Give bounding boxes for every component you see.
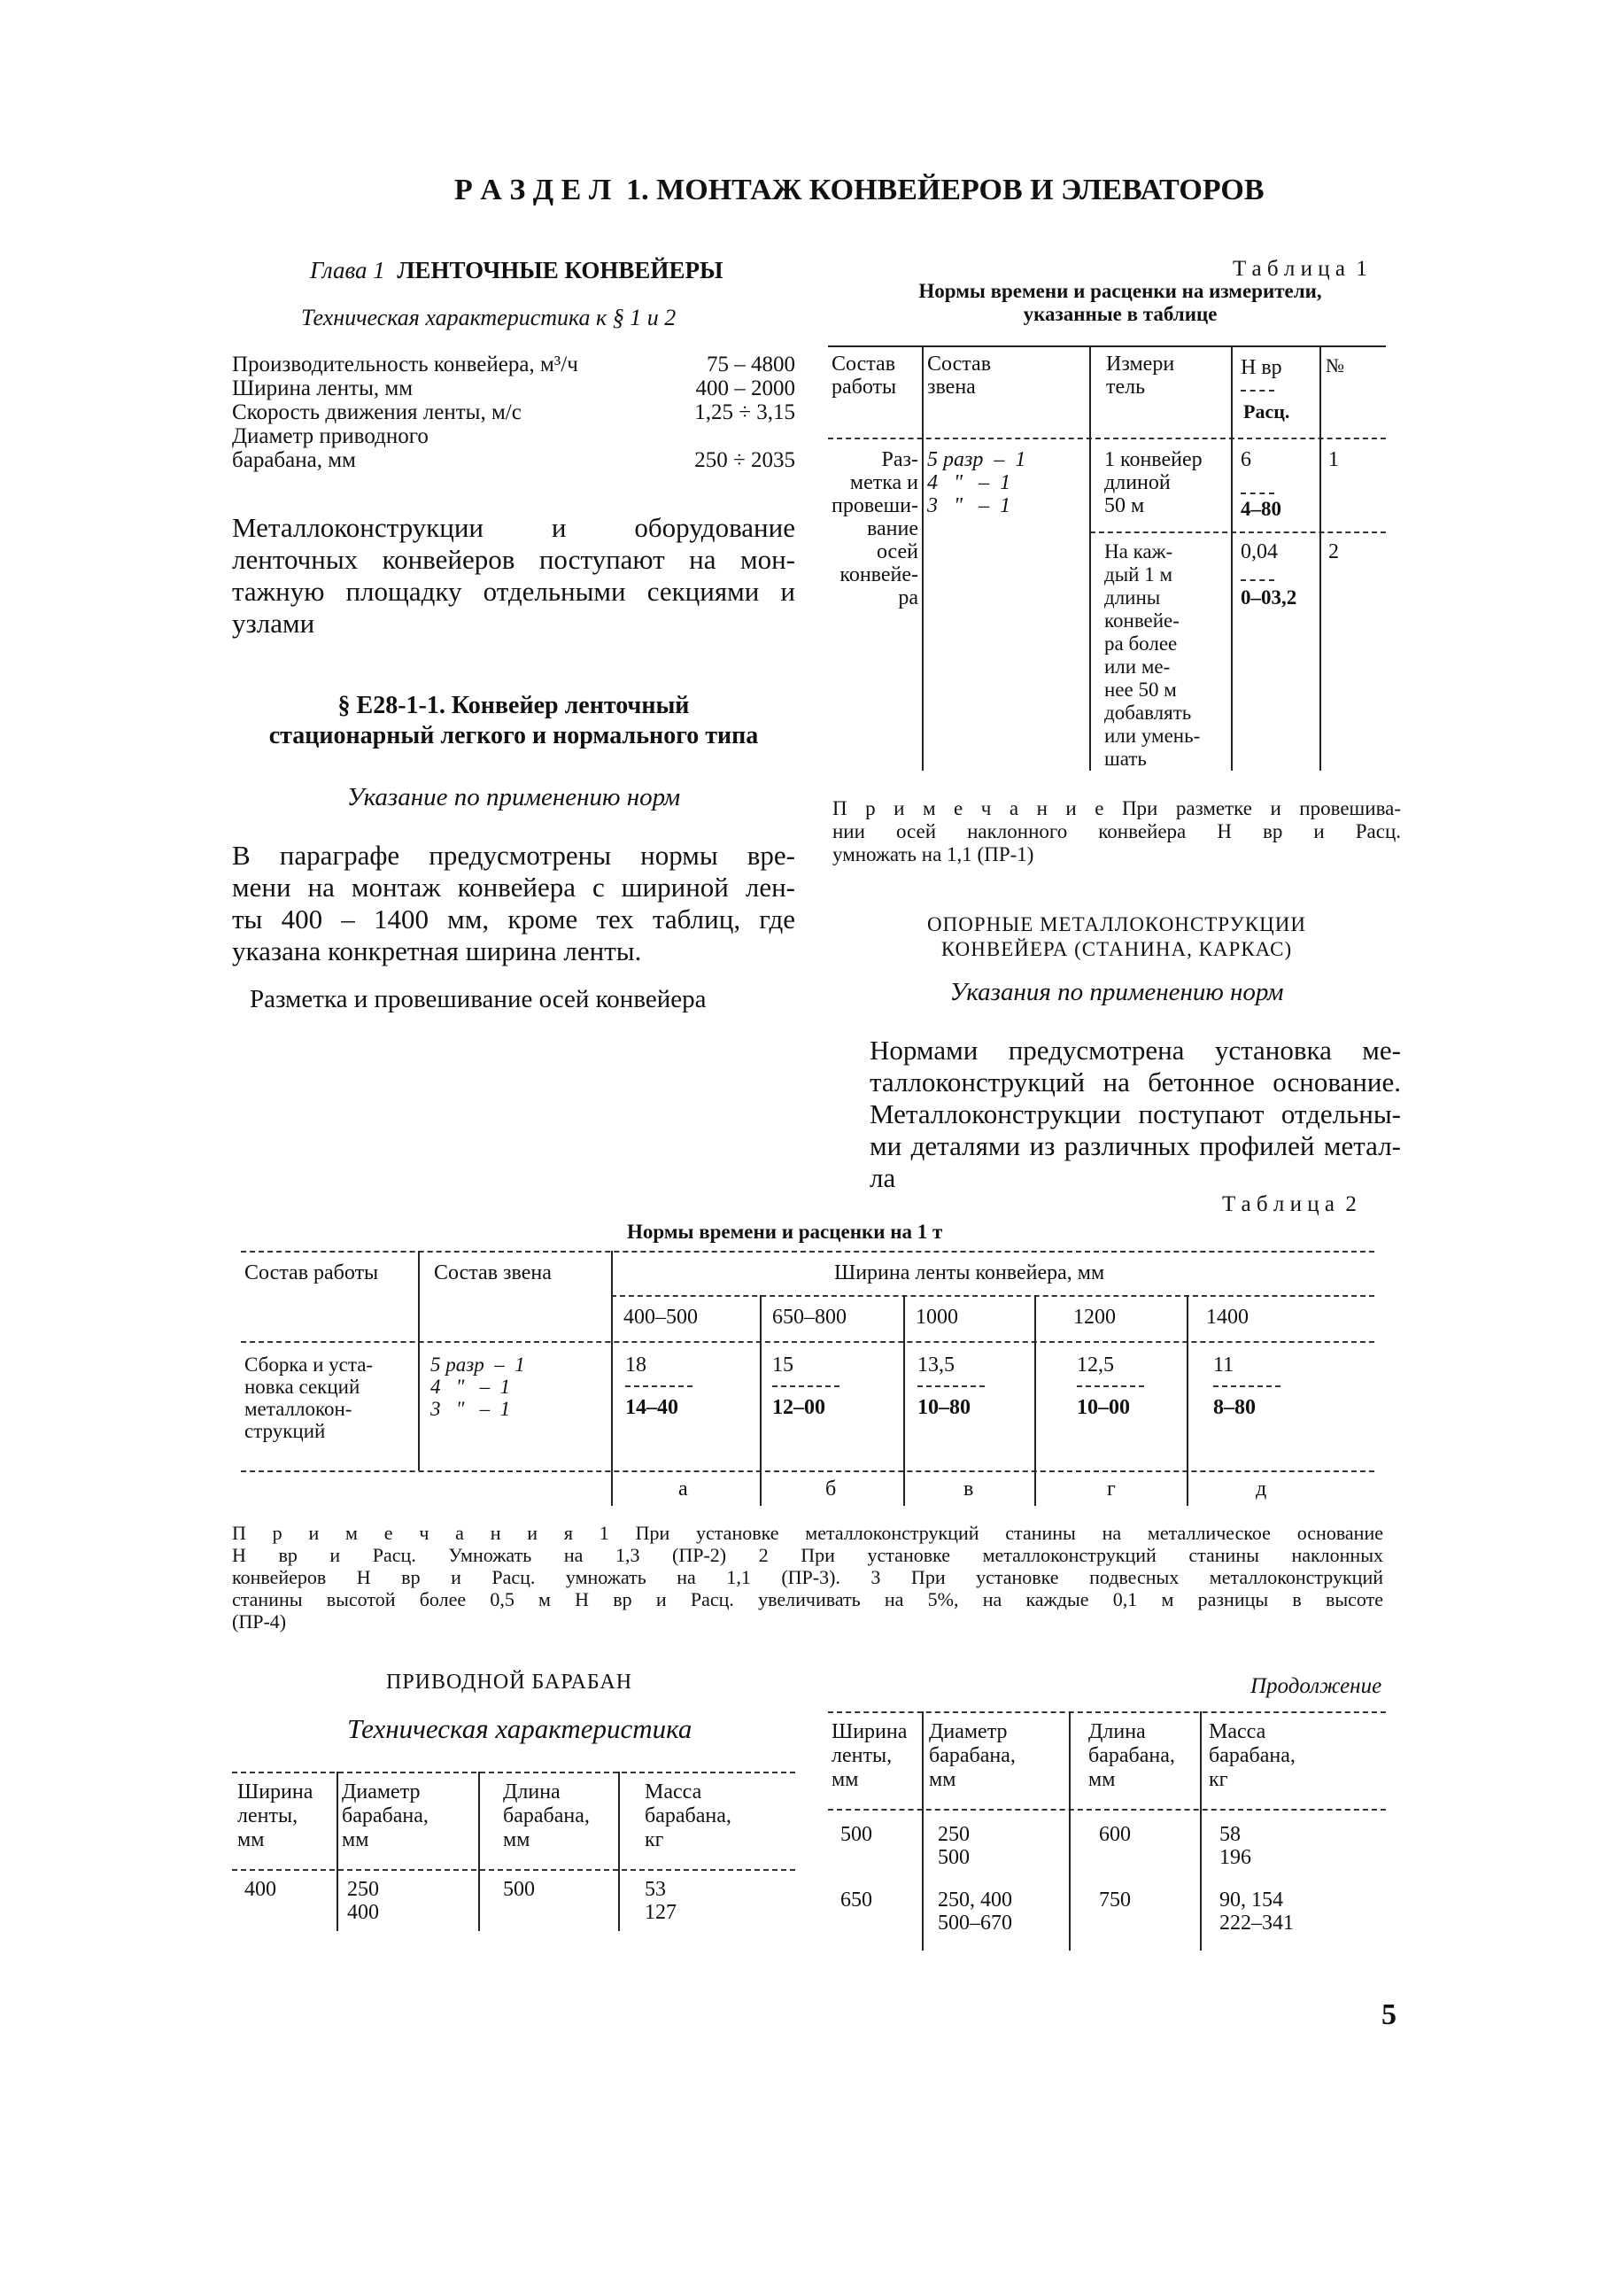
paragraph-heading: § Е28-1-1. Конвейер ленточный стационарный легкого и нормального типа: [268, 692, 759, 749]
t2-nvr-4: 11: [1213, 1354, 1234, 1377]
drum-right-head-length: Длина барабана, мм: [1088, 1720, 1175, 1791]
t2-rasc-3: 10–00: [1077, 1396, 1130, 1419]
tech-char-row: Диаметр приводного: [232, 424, 429, 448]
t1-row2-unit: На каж- дый 1 м длины конвейе- ра более или ме- нее 50 м добавлять или умень- шать: [1104, 540, 1201, 770]
section-title: Р А З Д Е Л 1. МОНТАЖ КОНВЕЙЕРОВ И ЭЛЕВАТОРОВ: [454, 174, 1265, 206]
t2-letter-4: д: [1256, 1478, 1267, 1501]
t1-row1-num: 1: [1328, 448, 1339, 471]
t1-row1-unit: 1 конвейер длиной 50 м: [1104, 448, 1203, 517]
table2-label: Т а б л и ц а 2: [1222, 1192, 1357, 1216]
drum-left-head-length: Длина барабана, мм: [503, 1780, 590, 1851]
t2-width-2: 1000: [916, 1306, 958, 1329]
t1-work: Раз- метка и провеши- вание осей конвейе- ра: [831, 448, 918, 609]
drum-right-head-mass: Масса барабана, кг: [1209, 1720, 1296, 1791]
page-number: 5: [1381, 1998, 1396, 2031]
drum-table-left: [232, 1772, 795, 1931]
t1-row2-nvr: 0,04: [1241, 540, 1278, 563]
t2-rasc-2: 10–80: [917, 1396, 971, 1419]
tech-char-title: Техническая характеристика к § 1 и 2: [301, 305, 677, 330]
drum-left-length: 500: [503, 1878, 535, 1901]
table1-note: П р и м е ч а н и е При разметке и провешива- нии осей наклонного конвейера Н вр и Расц. умножать на 1,1 (ПР-1): [832, 797, 1401, 865]
chapter-title: ЛЕНТОЧНЫЕ КОНВЕЙЕРЫ: [397, 257, 723, 283]
tech-char-list: [232, 353, 795, 472]
chapter-prefix: Глава 1: [310, 257, 385, 283]
drum-left-mass: 53 127: [645, 1878, 677, 1924]
t1-row2-rasc: 0–03,2: [1241, 586, 1297, 609]
drum-right-row2-width: 650: [840, 1889, 872, 1912]
drum-right-row1-length: 600: [1099, 1823, 1131, 1846]
t2-rasc-4: 8–80: [1213, 1396, 1256, 1419]
chapter-heading: [310, 257, 723, 284]
drum-right-row2-diameter: 250, 400 500–670: [938, 1889, 1012, 1935]
drum-right-row2-length: 750: [1099, 1889, 1131, 1912]
t2-head-work: Состав работы: [244, 1261, 379, 1284]
drum-right-row2-mass: 90, 154 222–341: [1219, 1889, 1294, 1935]
drum-left-head-width: Ширина ленты, мм: [237, 1780, 313, 1851]
t1-head-crew: Состав звена: [927, 353, 992, 399]
t2-letter-2: в: [963, 1478, 974, 1501]
t1-head-rasc: Расц.: [1243, 400, 1290, 423]
t1-row2-num: 2: [1328, 540, 1339, 563]
t2-width-4: 1400: [1206, 1306, 1249, 1329]
guidance-text: В параграфе предусмотрены нормы вре- мени на монтаж конвейера с шириной лен- ты 400 – 1400 мм, кроме тех таблиц, где указана конкретная ширина ленты.: [232, 840, 795, 966]
t2-width-0: 400–500: [623, 1306, 698, 1329]
drum-right-head-width: Ширина ленты, мм: [832, 1720, 908, 1791]
tech-char-row: барабана, мм 250 ÷ 2035: [232, 448, 795, 472]
t1-row1-nvr: 6: [1241, 448, 1251, 471]
intro-paragraph: Металлоконструкции и оборудование ленточных конвейеров поступают на мон- тажную площадку отдельными секциями и узлами: [232, 512, 795, 639]
support-guidance-heading: Указания по применению норм: [949, 978, 1284, 1006]
table1-label: Т а б л и ц а 1: [1233, 257, 1367, 281]
t2-letter-3: г: [1107, 1478, 1116, 1501]
drum-left-head-diameter: Диаметр барабана, мм: [342, 1780, 429, 1851]
t2-nvr-0: 18: [625, 1354, 646, 1377]
continuation-label: Продолжение: [1250, 1674, 1382, 1698]
t2-width-3: 1200: [1073, 1306, 1116, 1329]
table2-notes: П р и м е ч а н и я 1 При установке металлоконструкций станины на металлическое основание Н вр и Расц. Умножать на 1,3 (ПР-2) 2 При установке металлоконструкций станины наклонных конвейеров Н вр и Расц. умножать на 1,1 (ПР-3). 3 При установке подвесных металлоконструкций станины высотой более 0,5 м Н вр и Расц. увеличивать на 5%, на каждые 0,1 м разницы в высоте (ПР-4): [232, 1522, 1383, 1633]
table1: [828, 345, 1386, 771]
t1-row1-rasc: 4–80: [1241, 498, 1281, 520]
table2-caption: Нормы времени и расценки на 1 т: [627, 1221, 943, 1243]
t2-head-crew: Состав звена: [434, 1261, 552, 1284]
t1-head-work: Состав работы: [832, 353, 897, 399]
drum-left-width: 400: [244, 1878, 276, 1901]
t2-nvr-3: 12,5: [1077, 1354, 1114, 1377]
guidance-heading: Указание по применению норм: [346, 783, 681, 811]
t1-head-nvr: Н вр: [1241, 356, 1282, 379]
t2-rasc-1: 12–00: [772, 1396, 825, 1419]
t2-letter-1: б: [825, 1478, 837, 1501]
drum-right-head-diameter: Диаметр барабана, мм: [929, 1720, 1016, 1791]
t2-rasc-0: 14–40: [625, 1396, 678, 1419]
drum-left-diameter: 250 400: [347, 1878, 379, 1924]
drive-drum-heading: ПРИВОДНОЙ БАРАБАН: [386, 1671, 633, 1694]
t2-width-1: 650–800: [772, 1306, 847, 1329]
t2-nvr-1: 15: [772, 1354, 793, 1377]
tech-char-row: Ширина ленты, мм 400 – 2000: [232, 376, 795, 400]
drum-table-right: [828, 1711, 1386, 1951]
drum-right-row1-width: 500: [840, 1823, 872, 1846]
tech-char-row: Скорость движения ленты, м/с 1,25 ÷ 3,15: [232, 400, 795, 424]
drum-right-row1-diameter: 250 500: [938, 1823, 970, 1869]
t2-head-group: Ширина ленты конвейера, мм: [834, 1261, 1105, 1284]
support-heading: ОПОРНЫЕ МЕТАЛЛОКОНСТРУКЦИИ КОНВЕЙЕРА (СТАНИНА, КАРКАС): [927, 913, 1306, 960]
t1-crew: 5 разр – 1 4 " – 1 3 " – 1: [927, 448, 1026, 517]
t1-head-num: №: [1326, 354, 1344, 376]
t2-work: Сборка и уста- новка секций металлокон- струкций: [244, 1354, 374, 1442]
drum-right-row1-mass: 58 196: [1219, 1823, 1251, 1869]
marking-heading: Разметка и провешивание осей конвейера: [250, 985, 707, 1013]
drive-drum-subheading: Техническая характеристика: [347, 1713, 692, 1744]
table1-caption: Нормы времени и расценки на измерители, указанные в таблице: [918, 280, 1322, 325]
t1-head-unit: Измери тель: [1106, 353, 1175, 399]
t2-nvr-2: 13,5: [917, 1354, 955, 1377]
drum-left-head-mass: Масса барабана, кг: [645, 1780, 731, 1851]
t2-crew: 5 разр – 1 4 " – 1 3 " – 1: [430, 1354, 525, 1420]
t2-letter-0: а: [678, 1478, 688, 1501]
tech-char-row: Производительность конвейера, м³/ч 75 – 4800: [232, 353, 795, 376]
table2: [241, 1251, 1374, 1506]
support-text: Нормами предусмотрена установка ме- таллоконструкций на бетонное основание. Металлоконструкции поступают отдельны- ми деталями из различных профилей метал- ла: [870, 1035, 1401, 1193]
